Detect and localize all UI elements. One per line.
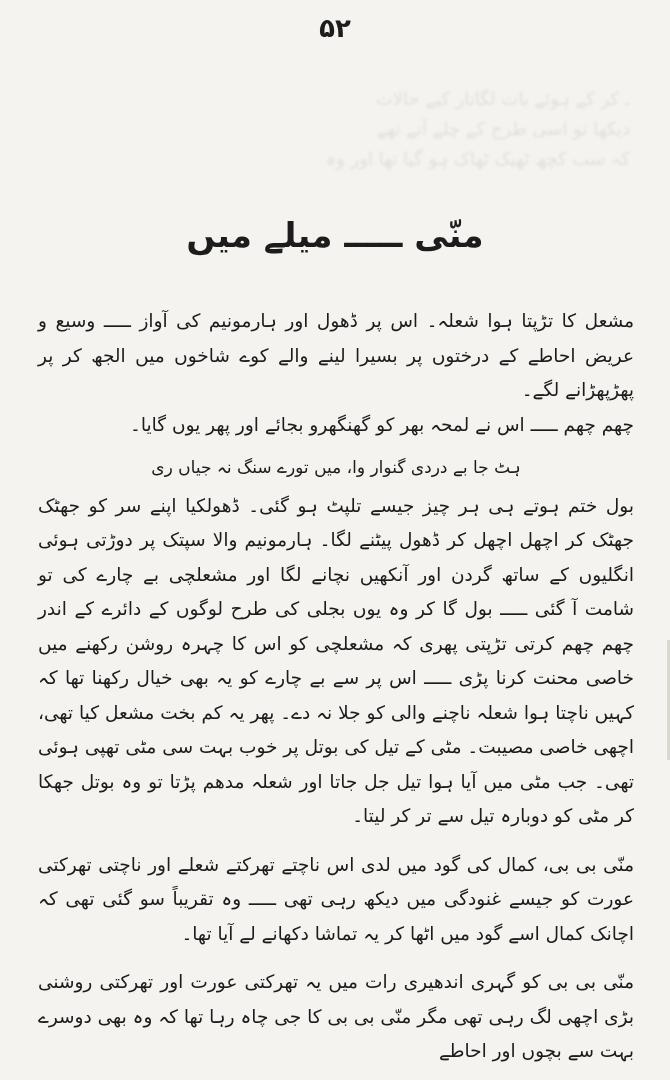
paragraph: منّی بی بی، کمال کی گود میں لدی اس ناچتے تھرکتے شعلے اور ناچتی تھرکتی عورت کو جیسے غنودگی میں دیکھ رہی تھی ـــــ وہ تقریباً سو گئی تھی کہ اچانک کمال اسے گود میں اٹھا کر یہ تماشا دکھانے لے آیا تھا۔ (38, 854, 634, 945)
paragraph: منّی بی بی کو گہری اندھیری رات میں یہ تھرکتی عورت اور تھرکتی روشنی بڑی اچھی لگ رہی تھی مگر منّی بی بی کا جی چاہ رہا تھا کہ وہ بھی دوسرے بہت سے بچوں اور احاطے (38, 972, 634, 1062)
bleed-line: دیکھا تو اسی طرح کے چلے آتے تھے (376, 119, 630, 140)
paragraph: چھم چھم ـــــ اس نے لمحہ بھر کو گھنگھرو بجائے اور پھر یوں گایا۔ (130, 414, 634, 436)
page-number: ۵۲ (319, 14, 351, 44)
paragraph: بول ختم ہوتے ہی ہر چیز جیسے تلپٹ ہو گئی۔ ڈھولکیا اپنے سر کو جھٹک جھٹک کر اچھل اچھل کر ڈھول پیٹنے لگا۔ ہارمونیم والا سپتک پر دوڑتی ہوئی انگلیوں کے ساتھ گردن اور آنکھیں نچانے لگا اور مشعلچی بے چارے کی تو شامت آ گئی ـــــ بول گا کر وہ یوں بجلی کی طرح لوگوں کے دائرے کے اندر چھم چھم کرتی تڑپتی پھری کہ مشعلچی کو اس کا چہرہ روشن رکھنے میں خاصی محنت کرنا پڑی ـــــ اس پر سے بے چارے کو یہ بھی خیال رکھنا تھا کہ کہیں ناچتا ہوا شعلہ ناچنے والی کو جلا نہ دے۔ پھر یہ کم بخت مشعل کیا تھی، اچھی خاصی مصیبت۔ مٹی کے تیل کی بوتل پر خوب بہت سی مٹی تھپی ہوئی تھی۔ جب مٹی میں آیا ہوا تیل جل جاتا اور شعلہ مدھم پڑتا تو وہ بوتل جھکا کر مٹی کو دوبارہ تیل سے تر کر لیتا۔ (38, 495, 634, 827)
paragraph: مشعل کا تڑپتا ہوا شعلہ۔ اس پر ڈھول اور ہارمونیم کی آواز ـــــ وسیع و عریض احاطے کے درختوں پر بسیرا لینے والے کوے شاخوں میں الجھ کر پر پھڑپھڑانے لگے۔ (38, 311, 634, 401)
body-text (38, 305, 634, 1070)
chapter-title: منّی ـــــ میلے میں (186, 216, 484, 256)
bleed-line: ـ کر کے ہوئے بات لگاتار کیے حالات (375, 89, 630, 110)
bleed-line: کہ سب کچھ ٹھیک ٹھاک ہو گیا تھا اور وہ (325, 149, 630, 170)
bleed-through-text (40, 85, 630, 175)
verse-line: ہٹ جا بے دردی گنوار وا، میں تورے سنگ نہ جیاں ری (151, 458, 521, 478)
